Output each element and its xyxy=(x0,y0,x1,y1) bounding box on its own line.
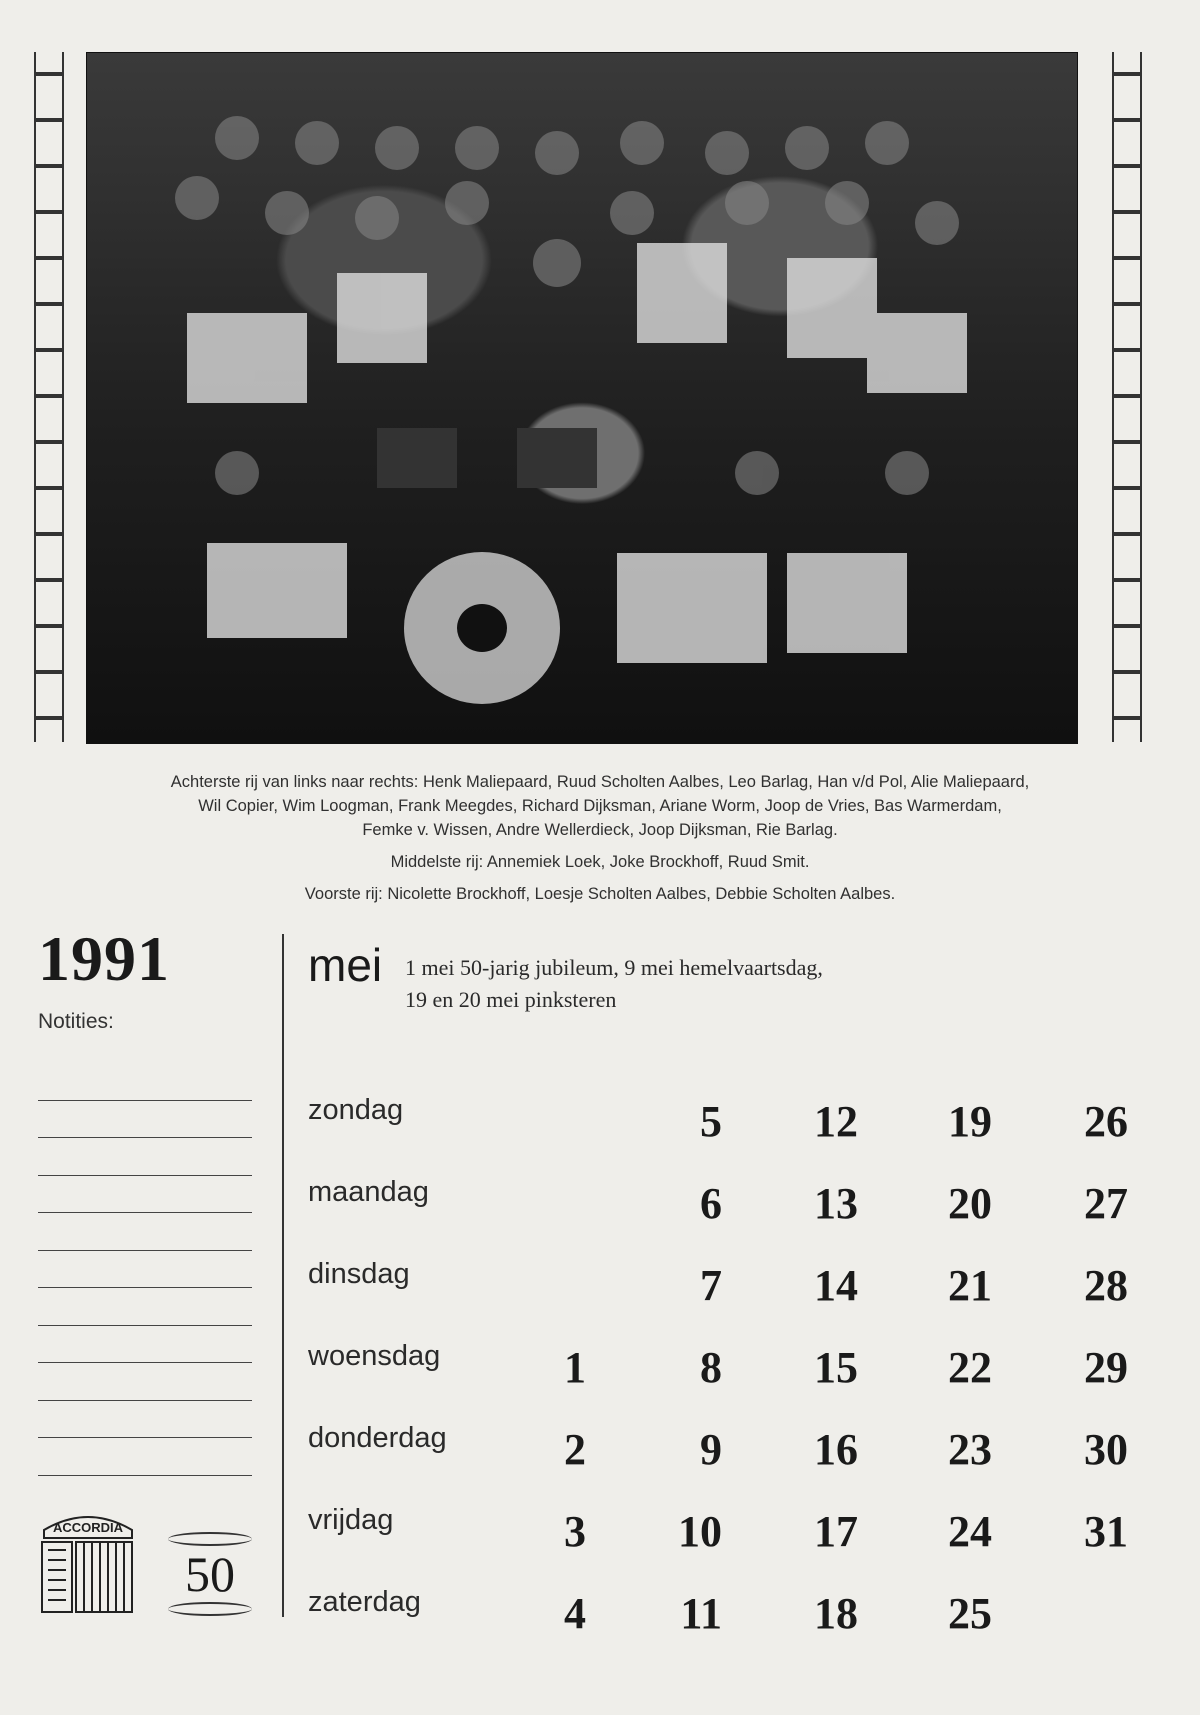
caption-back-row-line: Femke v. Wissen, Andre Wellerdieck, Joop Dijksman, Rie Barlag. xyxy=(362,821,838,839)
calendar-date: 8 xyxy=(700,1343,722,1392)
calendar-date: 4 xyxy=(564,1589,586,1638)
weekday-label: zondag xyxy=(308,1094,404,1126)
note-line xyxy=(38,1213,252,1251)
note-line xyxy=(38,1063,252,1101)
ornament-top xyxy=(168,1532,252,1546)
note-line xyxy=(38,1438,252,1476)
group-photo-illustration xyxy=(87,53,1077,743)
jubilee-emblem xyxy=(160,1532,260,1612)
note-line xyxy=(38,1251,252,1289)
calendar-date: 5 xyxy=(700,1097,722,1146)
caption-back-row xyxy=(40,770,1160,842)
caption-middle-row: Middelste rij: Annemiek Loek, Joke Brockhoff, Ruud Smit. xyxy=(390,853,810,871)
caption-front-row: Voorste rij: Nicolette Brockhoff, Loesje Scholten Aalbes, Debbie Scholten Aalbes. xyxy=(304,885,896,903)
calendar-date: 15 xyxy=(814,1343,858,1392)
note-line xyxy=(38,1101,252,1139)
note-line xyxy=(38,1288,252,1326)
calendar-date: 13 xyxy=(814,1179,858,1228)
calendar-date: 2 xyxy=(564,1425,586,1474)
calendar-date: 6 xyxy=(700,1179,722,1228)
notes-label: Notities: xyxy=(38,1010,114,1033)
calendar-date: 25 xyxy=(948,1589,992,1638)
note-line xyxy=(38,1363,252,1401)
calendar-date: 30 xyxy=(1084,1425,1128,1474)
calendar-date: 31 xyxy=(1084,1507,1128,1556)
calendar-date: 10 xyxy=(678,1507,722,1556)
calendar-date: 20 xyxy=(948,1179,992,1228)
weekday-label: zaterdag xyxy=(308,1586,421,1618)
logo-text: ACCORDIA xyxy=(52,1520,124,1535)
accordia-logo xyxy=(36,1508,140,1618)
month-notes xyxy=(405,952,1005,1016)
calendar-date: 19 xyxy=(948,1097,992,1146)
calendar-date: 18 xyxy=(814,1589,858,1638)
ornament-bottom xyxy=(168,1602,252,1616)
year-title: 1991 xyxy=(38,923,170,994)
calendar-date: 27 xyxy=(1084,1179,1128,1228)
calendar-date: 17 xyxy=(814,1507,858,1556)
calendar-date: 26 xyxy=(1084,1097,1128,1146)
calendar-date: 9 xyxy=(700,1425,722,1474)
month-note-line: 19 en 20 mei pinksteren xyxy=(405,987,617,1012)
accordion-logo-icon xyxy=(36,1508,140,1618)
note-line xyxy=(38,1176,252,1214)
decorative-border-right xyxy=(1112,52,1142,742)
weekday-label: woensdag xyxy=(308,1340,441,1372)
note-line xyxy=(38,1326,252,1364)
calendar-date: 16 xyxy=(814,1425,858,1474)
caption-back-row-line: Achterste rij van links naar rechts: Henk Maliepaard, Ruud Scholten Aalbes, Leo Barlag, Han v/d Pol, Alie Maliepaard, xyxy=(170,773,1030,791)
weekday-label: vrijdag xyxy=(308,1504,394,1536)
note-line xyxy=(38,1401,252,1439)
weekday-label: donderdag xyxy=(308,1422,447,1454)
month-note-line: 1 mei 50-jarig jubileum, 9 mei hemelvaartsdag, xyxy=(405,955,823,980)
calendar-date: 12 xyxy=(814,1097,858,1146)
weekday-label: maandag xyxy=(308,1176,429,1208)
caption-back-row-line: Wil Copier, Wim Loogman, Frank Meegdes, Richard Dijksman, Ariane Worm, Joop de Vries, Bas Warmerdam, xyxy=(198,797,1002,815)
weekday-label: dinsdag xyxy=(308,1258,410,1290)
vertical-divider xyxy=(282,934,284,1617)
notes-lines xyxy=(38,1063,252,1476)
calendar-date: 14 xyxy=(814,1261,858,1310)
note-line xyxy=(38,1138,252,1176)
calendar-date: 29 xyxy=(1084,1343,1128,1392)
calendar-date: 24 xyxy=(948,1507,992,1556)
calendar-date: 3 xyxy=(564,1507,586,1556)
jubilee-number: 50 xyxy=(185,1546,235,1602)
decorative-border-left xyxy=(34,52,64,742)
calendar-date: 11 xyxy=(680,1589,722,1638)
photo-caption xyxy=(40,770,1160,914)
month-name: mei xyxy=(308,939,383,991)
calendar-date: 1 xyxy=(564,1343,586,1392)
calendar-date: 21 xyxy=(948,1261,992,1310)
group-photo xyxy=(86,52,1078,744)
calendar-date: 22 xyxy=(948,1343,992,1392)
calendar-date: 23 xyxy=(948,1425,992,1474)
calendar-date: 7 xyxy=(700,1261,722,1310)
calendar-date: 28 xyxy=(1084,1261,1128,1310)
